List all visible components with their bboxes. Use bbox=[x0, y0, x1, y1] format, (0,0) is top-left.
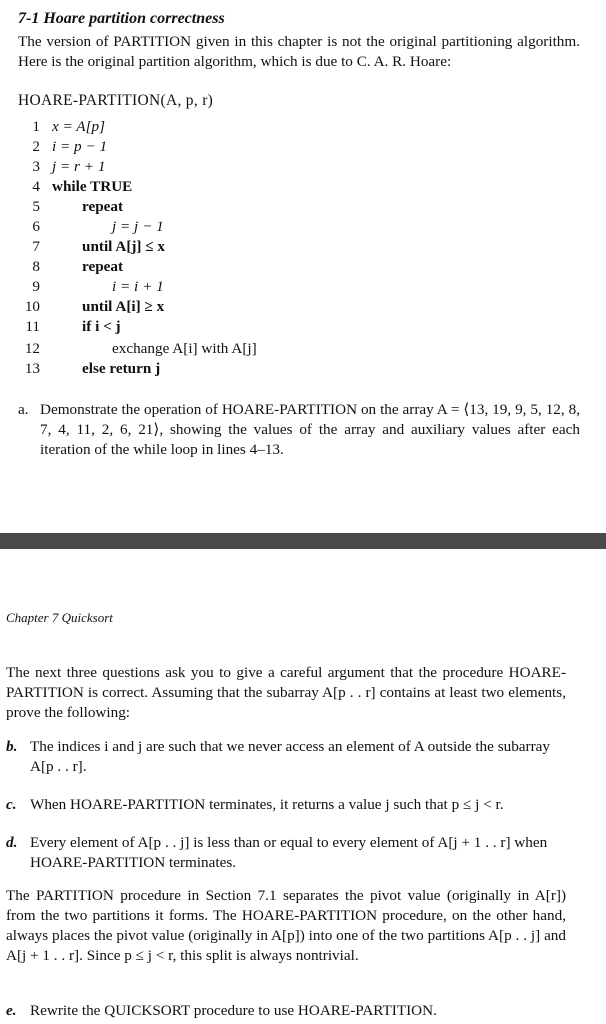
line-number: 10 bbox=[24, 298, 40, 315]
page-separator bbox=[0, 533, 606, 549]
code-line-13 bbox=[18, 360, 160, 380]
code-line-8 bbox=[18, 258, 123, 278]
code-text: exchange A[i] with A[j] bbox=[112, 340, 257, 357]
code-line-6 bbox=[18, 218, 164, 238]
code-text: repeat bbox=[82, 198, 124, 215]
line-number: 13 bbox=[24, 360, 40, 377]
line-number: 1 bbox=[32, 118, 40, 135]
algorithm-name: HOARE-PARTITION(A, p, r) bbox=[18, 92, 214, 109]
line-number: 4 bbox=[32, 178, 40, 195]
line-number: 8 bbox=[32, 258, 40, 275]
code-line-5 bbox=[18, 198, 123, 218]
part-d-text: Every element of A[p . . j] is less than or equal to every element of A[j + 1 . . r] when HOARE-PARTITION terminates. bbox=[30, 834, 548, 871]
code-text: repeat bbox=[82, 258, 124, 275]
code-line-12 bbox=[18, 340, 257, 360]
code-line-11 bbox=[18, 318, 121, 338]
problem-intro: The version of PARTITION given in this chapter is not the original partitioning algorithm. Here is the original partition algorithm, which is due to C. A. R. Hoare: bbox=[18, 33, 580, 70]
line-number: 12 bbox=[24, 340, 40, 357]
code-text: j = r + 1 bbox=[52, 158, 106, 175]
code-text: x = A[p] bbox=[52, 118, 106, 135]
part-b-text: The indices i and j are such that we never access an element of A outside the subarray A[p . . r]. bbox=[30, 738, 550, 775]
chapter-header: Chapter 7 Quicksort bbox=[6, 610, 113, 625]
code-text: i = p − 1 bbox=[52, 138, 108, 155]
part-a-text: Demonstrate the operation of HOARE-PARTITION on the array A = ⟨13, 19, 9, 5, 12, 8, 7, 4, 11, 2, 6, 21⟩, showing the values of the array and auxiliary values after each iteration of the while loop in lines 4–13. bbox=[40, 401, 580, 458]
code-line-7 bbox=[18, 238, 165, 258]
line-number: 5 bbox=[32, 198, 40, 215]
part-c-label: c. bbox=[6, 796, 17, 813]
middle-paragraph: The PARTITION procedure in Section 7.1 separates the pivot value (originally in A[r]) from the two partitions it forms. The HOARE-PARTITION procedure, on the other hand, always places the pivot value (originally in A[p]) into one of the two partitions A[p . . j] and A[j + 1 . . r]. Since p ≤ j < r, this split is always nontrivial. bbox=[6, 887, 566, 964]
code-text: until A[j] ≤ x bbox=[82, 238, 166, 255]
code-line-2 bbox=[18, 138, 107, 158]
code-line-9 bbox=[18, 278, 164, 298]
line-number: 3 bbox=[32, 158, 40, 175]
line-number: 9 bbox=[32, 278, 40, 295]
part-c-text: When HOARE-PARTITION terminates, it returns a value j such that p ≤ j < r. bbox=[30, 796, 504, 813]
part-b-label: b. bbox=[6, 738, 18, 755]
line-number: 7 bbox=[32, 238, 40, 255]
code-text: if i < j bbox=[82, 318, 121, 335]
code-text: i = i + 1 bbox=[112, 278, 164, 295]
code-text: while TRUE bbox=[52, 178, 133, 195]
code-text: until A[i] ≥ x bbox=[82, 298, 165, 315]
problem-title: 7-1 Hoare partition correctness bbox=[18, 10, 225, 27]
part-e-text: Rewrite the QUICKSORT procedure to use HOARE-PARTITION. bbox=[30, 1002, 437, 1019]
code-line-10 bbox=[18, 298, 164, 318]
page-bottom bbox=[0, 549, 606, 1024]
code-text: else return j bbox=[82, 360, 161, 377]
part-a-label: a. bbox=[18, 401, 29, 418]
part-e-label: e. bbox=[6, 1002, 17, 1019]
code-line-1 bbox=[18, 118, 105, 138]
line-number: 2 bbox=[32, 138, 40, 155]
line-number: 11 bbox=[25, 318, 40, 335]
part-d-label: d. bbox=[6, 834, 18, 851]
code-line-4 bbox=[18, 178, 132, 198]
code-text: j = j − 1 bbox=[112, 218, 164, 235]
lead-paragraph: The next three questions ask you to give a careful argument that the procedure HOARE-PARTITION is correct. Assuming that the subarray A[p . . r] contains at least two elements, prove the following: bbox=[6, 664, 566, 721]
line-number: 6 bbox=[32, 218, 40, 235]
code-line-3 bbox=[18, 158, 105, 178]
